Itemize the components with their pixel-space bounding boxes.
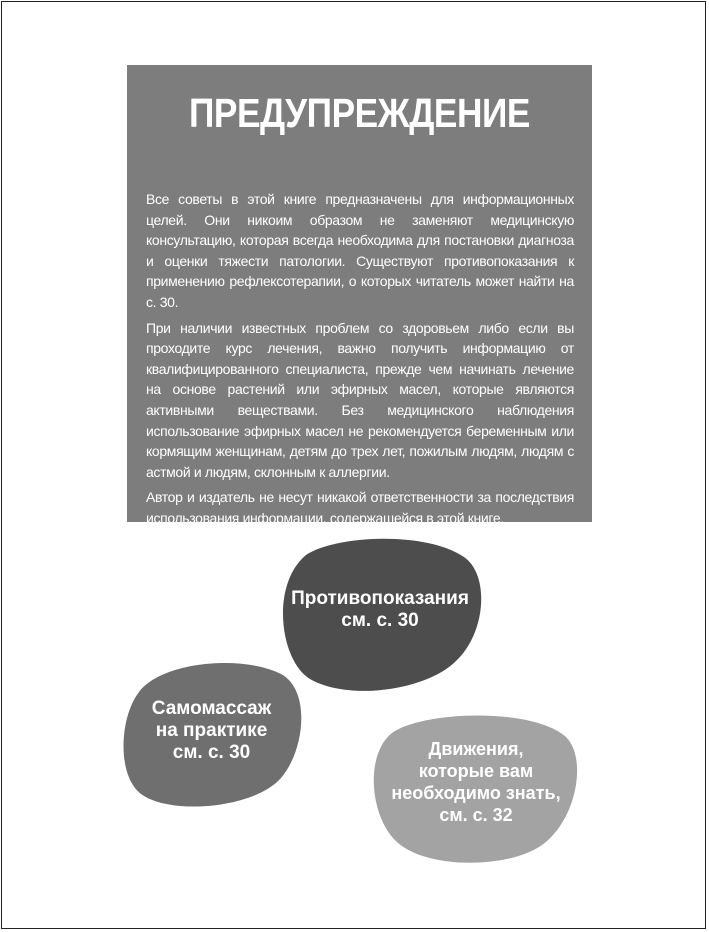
- warning-box: [127, 65, 592, 526]
- callout-line: Противопоказания: [291, 588, 469, 609]
- callout-line: Движения,: [428, 739, 524, 759]
- warning-paragraph: При наличии известных проблем со здоровьем либо если вы проходите курс лечения, важно получить информацию от квалифицированного специалиста, прежде чем начинать лечение на основе растений или эфирных масел, которые являются активными веществами. Без медицинского наблюдения использование эфирных масел не рекомендуется беременным или кормящим женщинам, детям до трех лет, пожилым людям, людям с астмой и людям, склонным к аллергии.: [146, 319, 574, 480]
- callout-line: на практике: [155, 720, 268, 741]
- callout-line: которые вам: [418, 761, 534, 781]
- callout-line: см. с. 32: [439, 805, 513, 825]
- warning-body: [146, 189, 574, 534]
- movements-label: [391, 738, 560, 826]
- callout-line: см. с. 30: [341, 610, 419, 631]
- self-massage-callout: [121, 658, 302, 808]
- callout-line: см. с. 30: [172, 742, 251, 763]
- self-massage-label: [152, 698, 271, 764]
- contraindications-label: [291, 588, 469, 632]
- warning-paragraph: Все советы в этой книге предназначены для информационных целей. Они никоим образом не заменяют медицинскую консультацию, которая всегда необходима для постановки диагноза и оценки тяжести патологии. Существуют противопоказания к применению рефлексотерапии, о которых читатель может найти на с. 30.: [146, 191, 574, 310]
- contraindications-callout: [276, 535, 484, 693]
- callout-line: необходимо знать,: [391, 783, 561, 803]
- callout-line: Самомассаж: [151, 698, 272, 719]
- movements-callout: [372, 713, 580, 865]
- warning-title: ПРЕДУПРЕЖДЕНИЕ: [188, 90, 531, 136]
- warning-paragraph: Автор и издатель не несут никакой ответственности за последствия использования информации, содержащейся в этой книге.: [146, 489, 574, 526]
